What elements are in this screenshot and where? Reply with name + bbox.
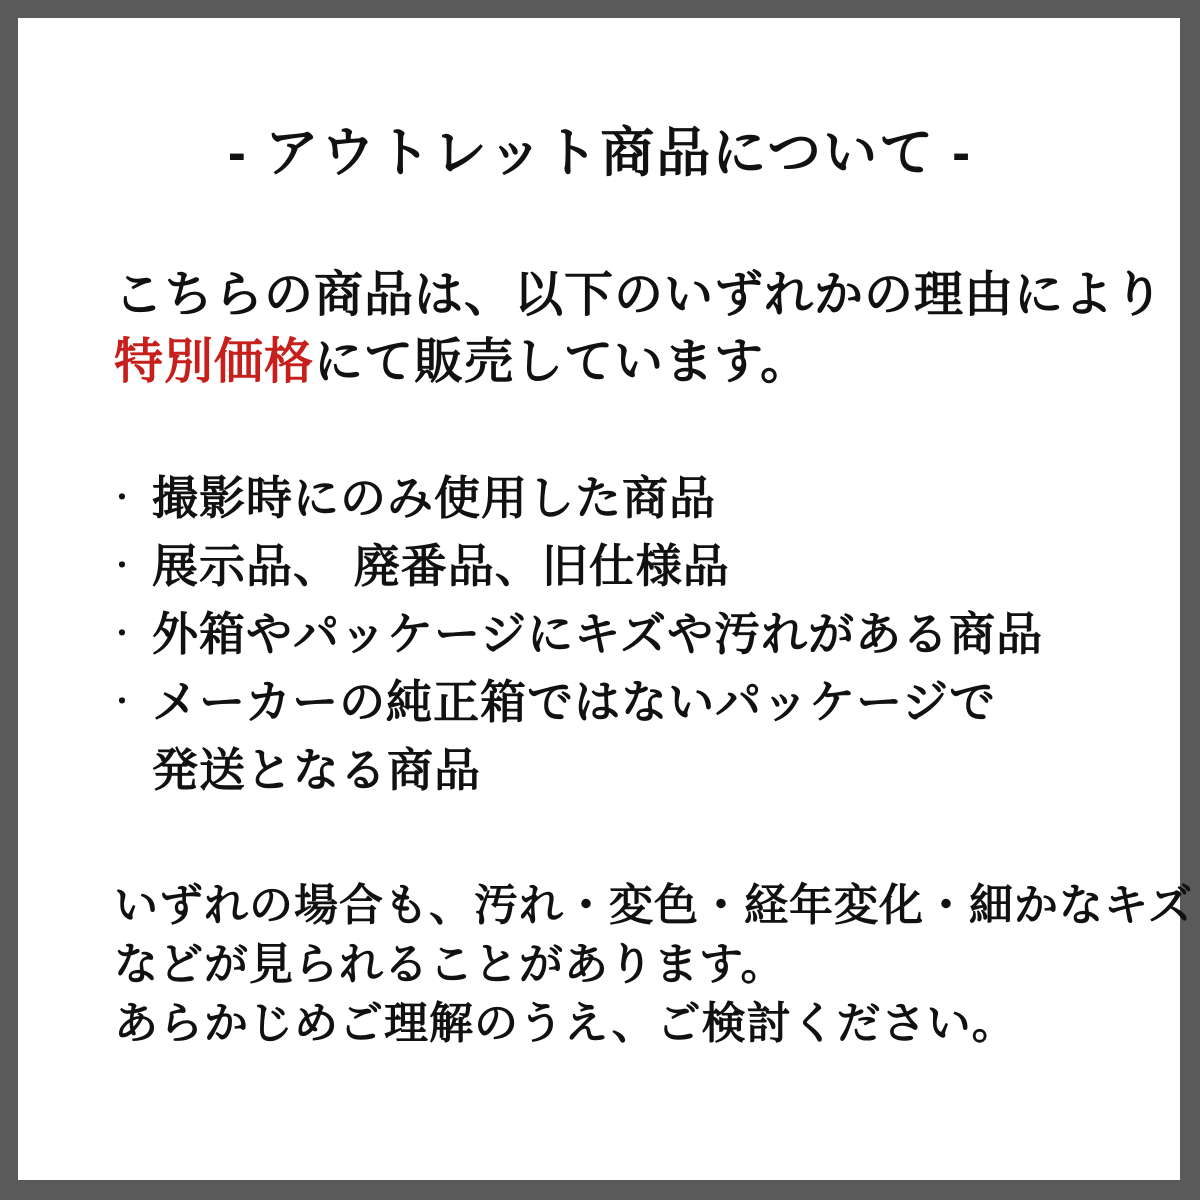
list-item [108, 532, 1043, 600]
notice-title: - アウトレット商品について - [227, 123, 973, 183]
reason-line-1: メーカーの純正箱ではないパッケージで [152, 676, 997, 728]
footer-line-1: いずれの場合も、汚れ・変色・経年変化・細かなキズ [114, 881, 1194, 930]
reason-line-2: 発送となる商品 [152, 744, 481, 796]
list-item [108, 464, 1043, 532]
reason-text: 撮影時にのみ使用した商品 [152, 472, 716, 524]
footer-line-2: などが見られることがあります。 [114, 940, 786, 989]
bullet-icon: ・ [108, 550, 138, 581]
intro-paragraph [114, 262, 1164, 396]
bullet-icon: ・ [108, 686, 138, 717]
footer-line-3: あらかじめご理解のうえ、ご検討ください。 [114, 999, 1017, 1048]
reason-text: 外箱やパッケージにキズや汚れがある商品 [152, 608, 1044, 660]
reason-text: 展示品、 廃番品、旧仕様品 [152, 540, 730, 592]
list-item [108, 668, 1043, 804]
special-price-highlight: 特別価格 [114, 335, 315, 389]
bullet-icon: ・ [108, 618, 138, 649]
intro-line-1: こちらの商品は、以下のいずれかの理由により [114, 268, 1165, 322]
reason-list [108, 464, 1043, 804]
footer-paragraph [114, 876, 1193, 1053]
reason-text [152, 668, 996, 804]
bullet-icon: ・ [108, 482, 138, 513]
intro-line-2-rest: にて販売しています。 [314, 335, 811, 389]
intro-line-2 [114, 329, 1164, 396]
list-item [108, 600, 1043, 668]
